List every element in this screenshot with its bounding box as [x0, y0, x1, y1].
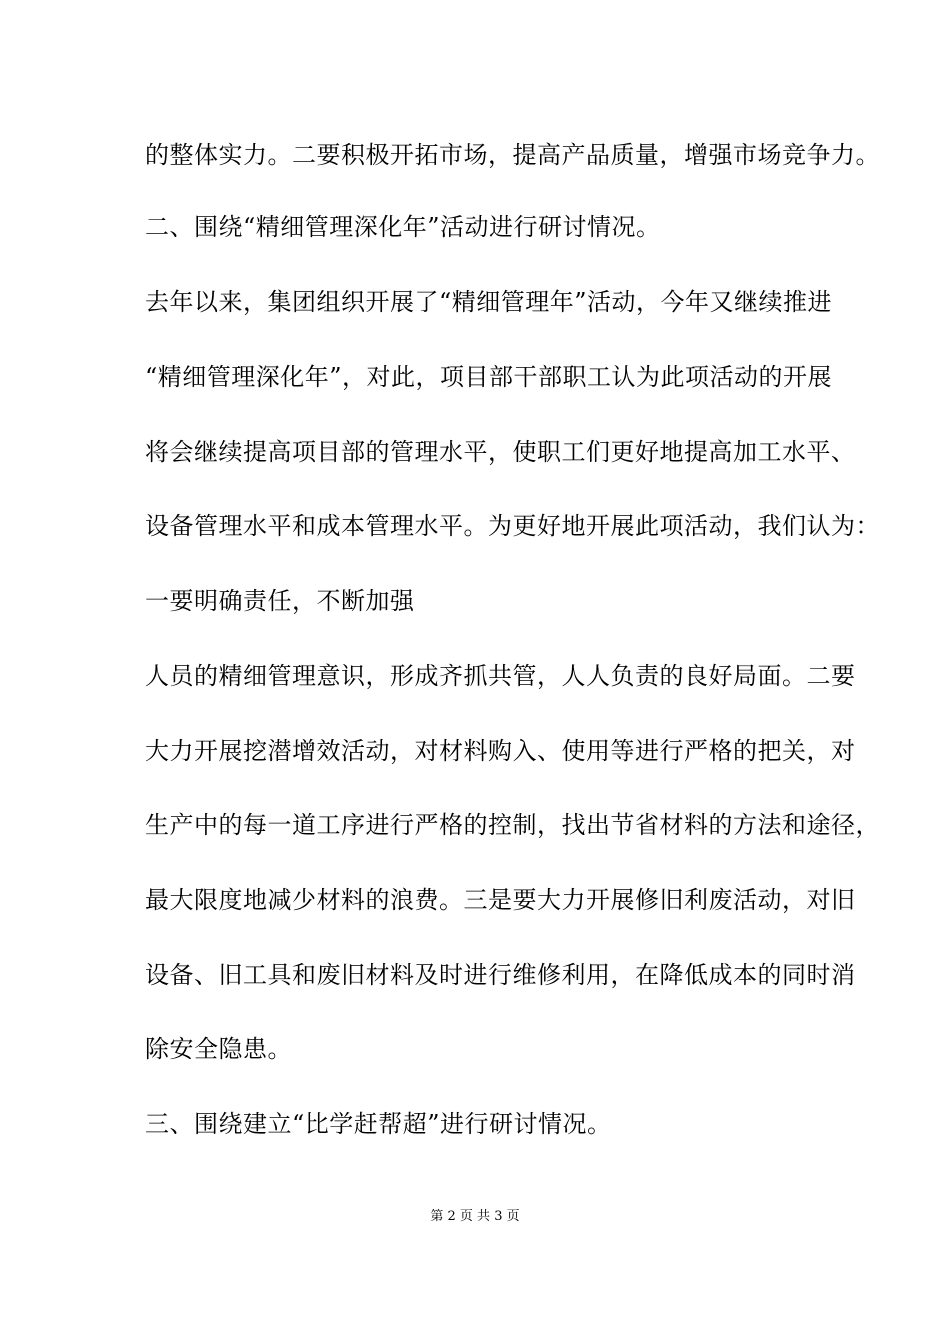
- body-text-line: 一要明确责任，不断加强: [145, 587, 415, 615]
- body-text-line: 去年以来，集团组织开展了“精细管理年”活动，今年又继续推进: [145, 288, 833, 316]
- body-text-line: 将会继续提高项目部的管理水平，使职工们更好地提高加工水平、: [145, 438, 856, 466]
- body-text-line: 除安全隐患。: [145, 1035, 292, 1063]
- body-text-line: 最大限度地减少材料的浪费。三是要大力开展修旧利废活动，对旧: [145, 886, 856, 914]
- page-number-footer: 第 2 页 共 3 页: [430, 1209, 520, 1224]
- body-text-line: 设备、旧工具和废旧材料及时进行维修利用，在降低成本的同时消: [145, 961, 856, 989]
- body-text-line: 的整体实力。二要积极开拓市场，提高产品质量，增强市场竞争力。: [145, 141, 880, 169]
- body-text-line: 设备管理水平和成本管理水平。为更好地开展此项活动，我们认为：: [145, 512, 880, 540]
- section-heading: 二、围绕“精细管理深化年”活动进行研讨情况。: [145, 213, 661, 241]
- body-text-line: 生产中的每一道工序进行严格的控制，找出节省材料的方法和途径，: [145, 811, 880, 839]
- body-text-line: 大力开展挖潜增效活动，对材料购入、使用等进行严格的把关，对: [145, 737, 856, 765]
- body-text-line: “精细管理深化年”，对此，项目部干部职工认为此项活动的开展: [145, 363, 833, 391]
- body-text-line: 人员的精细管理意识，形成齐抓共管，人人负责的良好局面。二要: [145, 662, 856, 690]
- section-heading: 三、围绕建立“比学赶帮超”进行研讨情况。: [145, 1110, 612, 1138]
